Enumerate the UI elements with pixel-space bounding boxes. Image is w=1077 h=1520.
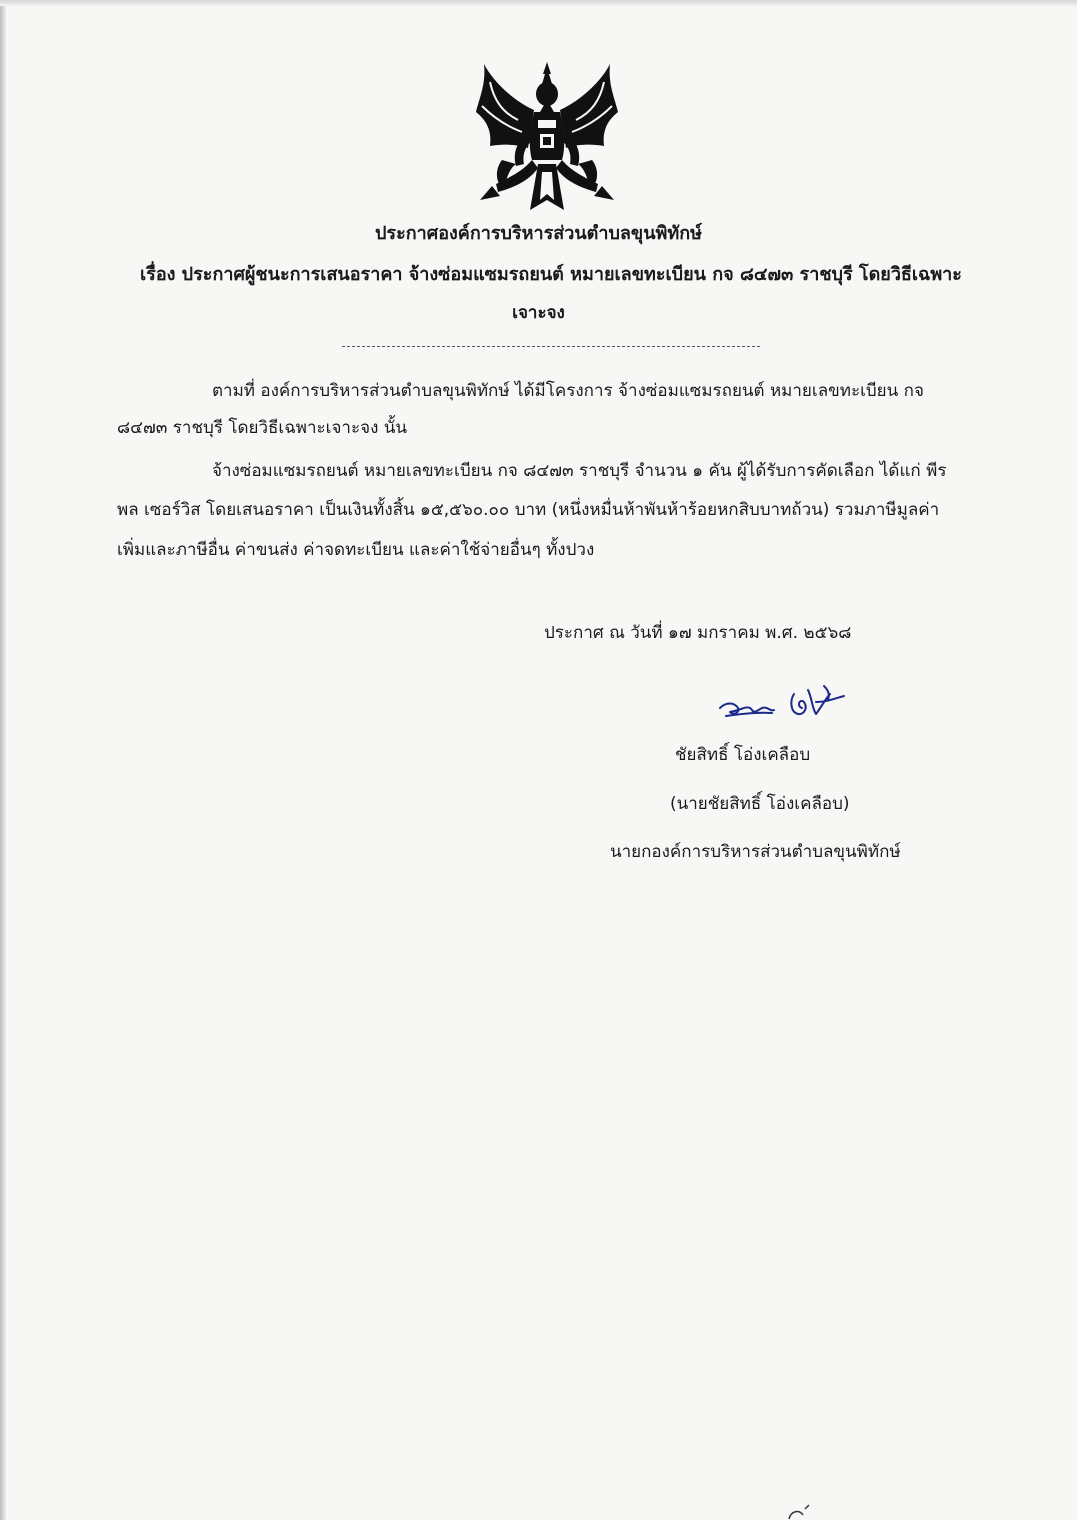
paragraph2-line1: จ้างซ่อมแซมรถยนต์ หมายเลขทะเบียน กจ ๘๔๗๓ ราชบุรี จำนวน ๑ คัน ผู้ได้รับการคัดเลือก ได้แก่ พีร xyxy=(212,461,947,481)
page-bottom-mark-icon xyxy=(785,1503,815,1520)
paragraph1-line1: ตามที่ องค์การบริหารส่วนตำบลขุนพิทักษ์ ได้มีโครงการ จ้างซ่อมแซมรถยนต์ หมายเลขทะเบียน กจ xyxy=(212,381,924,401)
paragraph1-line2: ๘๔๗๓ ราชบุรี โดยวิธีเฉพาะเจาะจง นั้น xyxy=(117,418,408,438)
paragraph2-line2: พล เซอร์วิส โดยเสนอราคา เป็นเงินทั้งสิ้น ๑๕,๕๖๐.๐๐ บาท (หนึ่งหมื่นห้าพันห้าร้อยหกสิบบาทถ้วน) รวมภาษีมูลค่า xyxy=(117,500,940,520)
signatory-name: ชัยสิทธิ์ โอ่งเคลือบ xyxy=(675,745,811,765)
paragraph2-line3: เพิ่มและภาษีอื่น ค่าขนส่ง ค่าจดทะเบียน และค่าใช้จ่ายอื่นๆ ทั้งปวง xyxy=(117,540,595,560)
announcement-title: ประกาศองค์การบริหารส่วนตำบลขุนพิทักษ์ xyxy=(375,223,702,244)
garuda-emblem-icon xyxy=(472,60,622,216)
handwritten-signature-icon xyxy=(712,680,852,728)
signatory-position: นายกองค์การบริหารส่วนตำบลขุนพิทักษ์ xyxy=(610,842,901,862)
signatory-full-name: (นายชัยสิทธิ์ โอ่งเคลือบ) xyxy=(670,794,850,814)
dashed-divider xyxy=(342,346,760,347)
page-top-edge xyxy=(0,0,1077,6)
announcement-date: ประกาศ ณ วันที่ ๑๗ มกราคม พ.ศ. ๒๕๖๘ xyxy=(544,623,852,643)
announcement-subject-line1: เรื่อง ประกาศผู้ชนะการเสนอราคา จ้างซ่อมแซมรถยนต์ หมายเลขทะเบียน กจ ๘๔๗๓ ราชบุรี โดยวิธีเฉพาะ xyxy=(140,264,962,285)
announcement-subject-line2: เจาะจง xyxy=(512,303,565,323)
